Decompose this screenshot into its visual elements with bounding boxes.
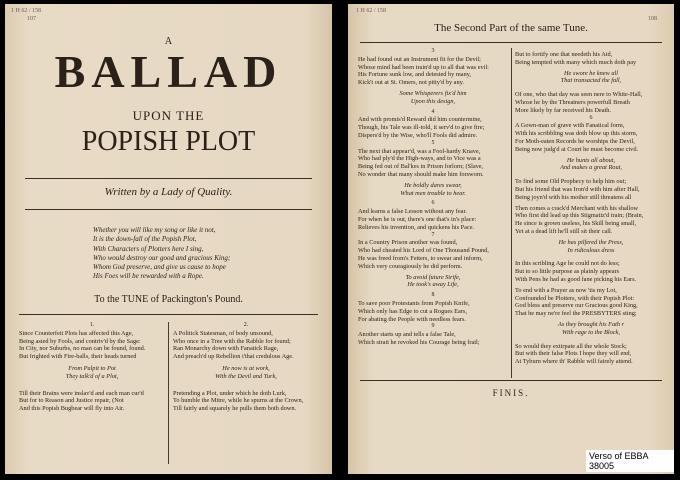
verse-line: He since is grown useless, his Skill being small, bbox=[515, 220, 637, 228]
verse-line: And preach'd up Rebellion i'that credulous Age. bbox=[173, 353, 294, 361]
verse-line: In this scribling Age he could not do less; bbox=[515, 260, 620, 268]
divider bbox=[360, 42, 662, 43]
folio-number: 108 bbox=[648, 16, 657, 22]
verse-line: So would they extirpate all the whole Stock; bbox=[515, 342, 627, 350]
refrain-line: With rage to the Block, bbox=[562, 328, 620, 336]
refrain-line: Upon this design, bbox=[410, 97, 456, 105]
verse-line: But his friend that was Iron'd with him after Hall, bbox=[515, 185, 640, 193]
tune-heading: To the TUNE of Packington's Pound. bbox=[94, 294, 243, 305]
verse-line: For Moth-eaten Records he worships the Devil, bbox=[515, 137, 635, 145]
shelfmark: 1 H 62 / 158 bbox=[11, 8, 41, 14]
verse-column-left bbox=[19, 322, 165, 413]
refrain-line: Some Whisperers fix'd him bbox=[399, 89, 467, 97]
verse-line: That he may ne're feel the PRESBYTERS sting; bbox=[515, 310, 637, 318]
verse-line: For abating the People with needless fears. bbox=[358, 315, 466, 323]
verse-line: No wonder that many should make him forsworn. bbox=[358, 170, 484, 178]
verse-line: In City, nor Suburbs, no man can be found, found. bbox=[19, 345, 146, 353]
title-main: BALLAD bbox=[54, 46, 283, 97]
verse-line: God bless and preserve our Gracious good King, bbox=[515, 302, 638, 310]
shelfmark: 1 H 62 / 158 bbox=[356, 8, 386, 14]
epigraph bbox=[93, 226, 293, 282]
verse-line: Whose mind had been train'd up to all that was evil: bbox=[358, 63, 489, 71]
verse-line: Dispers'd by the Wise, who'll Fools did admire. bbox=[358, 131, 478, 139]
verse-line: But frighted with Fire-balls, their heads turned bbox=[19, 353, 137, 361]
verse-line: Though, his Tale was ill-told, it serv'd to give fire; bbox=[358, 124, 485, 132]
refrain-line: They talk'd of a Plot, bbox=[65, 372, 119, 380]
divider bbox=[360, 380, 662, 381]
verse-line: For when he is out, there's one that's in's place: bbox=[358, 215, 477, 223]
verse-line: At Tyburn where th' Rabble will fairely attend. bbox=[515, 358, 633, 366]
title-subject: POPISH PLOT bbox=[81, 126, 256, 157]
verse-line: Being now judg'd at Court he must become civil. bbox=[515, 145, 639, 153]
verse-line: In a Country Prison another was found, bbox=[358, 239, 458, 247]
refrain-line: He now is at work, bbox=[222, 364, 270, 372]
verse-line: More likely by far received his Death. bbox=[515, 106, 611, 114]
divider bbox=[25, 178, 312, 179]
epigraph-line: His Foes will be rewarded with a Rope. bbox=[93, 272, 204, 281]
verse-line: Of one, who that day was seen nere to White-Hall, bbox=[515, 91, 643, 99]
title-article: A bbox=[164, 36, 173, 47]
refrain-line: To avoid future Strife, bbox=[405, 273, 461, 281]
verse-line: Who had cheated his Lord of One Thousand Pound, bbox=[358, 247, 489, 255]
verse-line: He was freed from's Fetters, to swear and inform, bbox=[358, 254, 483, 262]
refrain-line: In ridiculous dress bbox=[567, 246, 615, 254]
verse-line: A Politick Statesman, of body unsound, bbox=[173, 329, 273, 337]
refrain-line: That transacted the fall, bbox=[560, 77, 622, 85]
epigraph-line: Whether you will like my song or like it not, bbox=[93, 226, 216, 234]
stanza-number: 8 bbox=[431, 292, 435, 299]
verse-line: To save poor Protestants from Popish Knife, bbox=[358, 299, 470, 307]
stanza-number: 1. bbox=[89, 322, 95, 328]
stanza-number: 7 bbox=[431, 231, 435, 238]
refrain-line: He took's away Life, bbox=[407, 281, 459, 289]
verse-line: Being tempted with many which much doth pay bbox=[515, 58, 637, 66]
verse-line: Who had ply'd the High-ways, and to Vice was a bbox=[358, 155, 481, 163]
verse-line: Another starts up and tells a false Tale, bbox=[358, 331, 456, 339]
verse-line: And learns a false Lesson without any fear. bbox=[358, 208, 467, 216]
verse-line: But for to Reason and Justice repair, (Not bbox=[19, 397, 124, 405]
refrain-line: With the Devil and Turk, bbox=[215, 372, 277, 380]
verse-line: Being fed out of Bal'kes in Prison forlorn; (Slave, bbox=[358, 163, 484, 171]
verse-line: Confounded be Plotters, with their Popish Plot: bbox=[515, 294, 635, 302]
ballad-page-recto bbox=[5, 4, 332, 474]
verse-line: With Pens he had as good fane picking his Ears. bbox=[515, 275, 637, 283]
verse-column-right bbox=[173, 322, 319, 413]
refrain-line: He has pilfered the Press, bbox=[558, 238, 624, 246]
epigraph-line: Whom God preserve, and give us cause to hope bbox=[93, 263, 226, 272]
verse-line: A Gown-man of grave with Fanatical form, bbox=[515, 122, 625, 130]
verse-column-left bbox=[358, 48, 508, 347]
refrain-line: He boldly dares swear, bbox=[404, 181, 462, 189]
byline: Written by a Lady of Quality. bbox=[104, 186, 233, 198]
stanza-number: 6 bbox=[589, 114, 593, 121]
verse-line: To find some Old Prophecy to help him out; bbox=[515, 178, 627, 186]
verse-line: But to so little purpose as plainly appears bbox=[515, 268, 620, 276]
column-divider bbox=[168, 322, 169, 464]
verse-line: Yet at a dead lift he'll still sit their call. bbox=[515, 227, 613, 235]
verse-line: With his scribbling was doth blow up this storm, bbox=[515, 130, 638, 138]
refrain-line: From Pulpit to Pot bbox=[68, 364, 116, 372]
verse-line: Which very couragiously he did perform. bbox=[358, 262, 463, 270]
verse-line: Being joyn'd with his mother still threatens all bbox=[515, 193, 632, 201]
verse-line: To end with a Prayer as now 'tis my Lot, bbox=[515, 286, 617, 294]
verse-column-right bbox=[515, 48, 667, 366]
stanza-number: 5 bbox=[431, 139, 435, 146]
stanza-number: 4 bbox=[431, 108, 435, 115]
verso-label: Verso of EBBA 38005 bbox=[586, 450, 674, 472]
verse-line: Till their Brains were inslav'd and each man cur'd bbox=[19, 389, 144, 397]
verse-line: The next that appear'd, was a Fool-hardy Knave, bbox=[358, 147, 481, 155]
verse-line: Then comes a crack'd Merchant with his shallow bbox=[515, 204, 639, 212]
verse-line: Kick't out at St. Omers, not pitty'd by any. bbox=[358, 79, 464, 87]
divider bbox=[25, 209, 312, 210]
verse-line: Being asted by Fools, and contriv'd by the Sage: bbox=[19, 337, 141, 345]
refrain-line: He hunts all about, bbox=[566, 156, 616, 164]
verse-line: Which strait he revoked his Courage being frail; bbox=[358, 338, 480, 346]
column-divider bbox=[511, 48, 512, 378]
verse-line: Who once in a Tree with the Rabble for found; bbox=[173, 337, 291, 345]
stanza-number: 9 bbox=[431, 323, 435, 330]
epigraph-line: It is the down-fall of the Popish Plot, bbox=[93, 235, 197, 244]
verse-line: But to fortify one that needeth his Aid, bbox=[515, 51, 613, 58]
folio-number: 107 bbox=[27, 16, 36, 22]
verse-line: But with their false Plots I hope they will end, bbox=[515, 350, 632, 358]
stanza-number: 2. bbox=[243, 322, 249, 328]
verse-line: Whose he by the Threatners powerfull Breath bbox=[515, 98, 630, 106]
refrain-line: He swore he knew all bbox=[564, 69, 618, 77]
epigraph-line: With Characters of Plotters here I sing, bbox=[93, 244, 204, 253]
verse-line: He had found out an Instrument fit for the Devil; bbox=[358, 55, 481, 63]
finis: FINIS. bbox=[492, 388, 530, 398]
stanza-number: 3 bbox=[431, 48, 435, 54]
verse-line: Since Counterfeit Plots has affected this Age, bbox=[19, 329, 134, 337]
refrain-line: And makes a great Rout, bbox=[560, 164, 622, 172]
stanza-number: 6 bbox=[431, 200, 435, 207]
part-title: The Second Part of the same Tune. bbox=[434, 22, 588, 34]
refrain-line: What men trouble to hear. bbox=[400, 189, 466, 197]
title-upon: UPON THE bbox=[132, 108, 205, 123]
verse-line: Relieves his invention, and quickens his Pace. bbox=[358, 223, 475, 231]
verse-line: And this Popish Bugbear will fly into Air. bbox=[19, 405, 125, 413]
verse-line: Who first did lead up this Stigmatiz'd train; (Brain, bbox=[515, 212, 644, 220]
refrain-line: As they brought his Fath r bbox=[557, 320, 625, 328]
verse-line: To humble the Mitre, while he spurns at the Crown, bbox=[173, 397, 304, 405]
verse-line: Which only has Edge to cut a Rogues Ears, bbox=[358, 307, 467, 315]
verse-line: Pretending a Plot, under which he doth Lurk, bbox=[173, 389, 287, 397]
verse-line: Till fairly and squarely he pulls them both down. bbox=[173, 405, 297, 413]
divider bbox=[19, 314, 318, 315]
epigraph-line: Who would destroy our good and gracious King; bbox=[93, 253, 231, 262]
ballad-page-verso bbox=[348, 4, 674, 474]
verse-line: And with promis'd Reward did him countermine, bbox=[358, 116, 482, 124]
verse-line: Ran Monarchy down with Fanatick Rage, bbox=[173, 345, 279, 353]
verse-line: His Fortune sunk low, and detested by many, bbox=[358, 71, 472, 79]
